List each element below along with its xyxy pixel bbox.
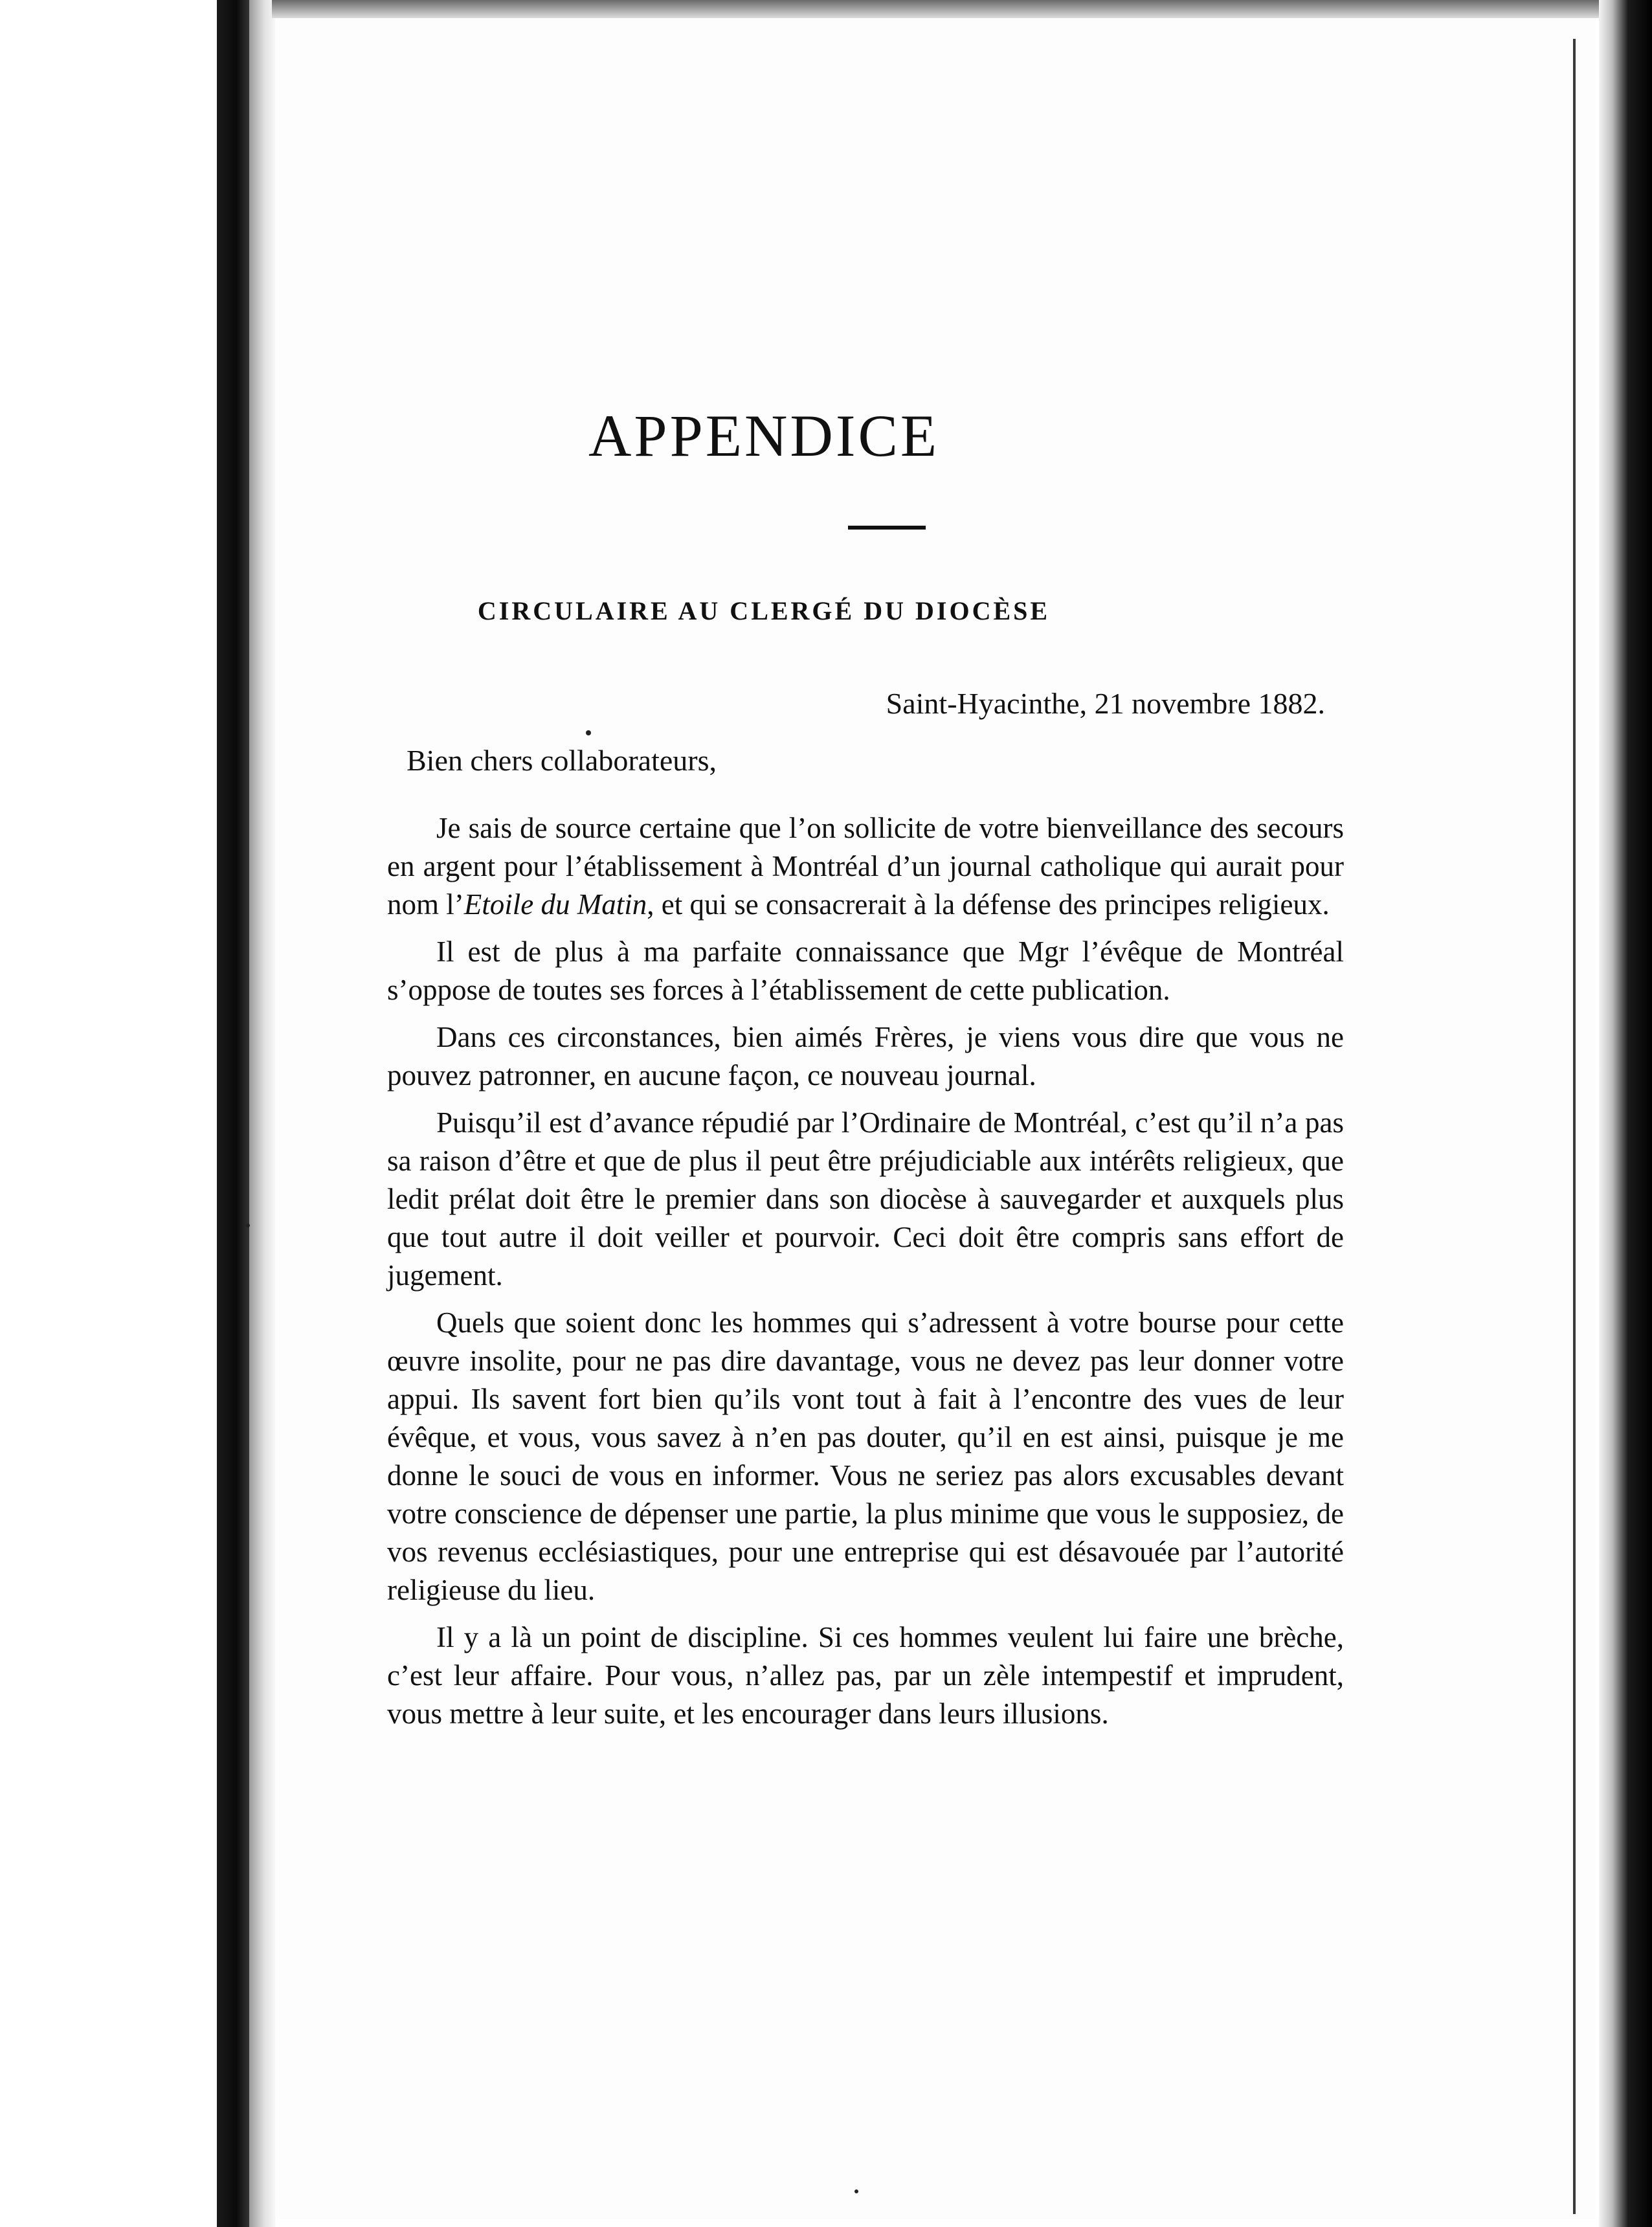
scan-margin-left [0, 0, 214, 2227]
letter-body [387, 809, 1344, 1733]
binding-shadow [249, 0, 275, 2227]
page-top-edge [272, 0, 1599, 18]
body-paragraph [387, 1618, 1344, 1733]
body-paragraph [387, 809, 1344, 924]
title-divider [848, 526, 926, 530]
paragraph-text: , et qui se consacrerait à la défense des principes religieux. [647, 888, 1330, 921]
paragraph-text: Dans ces circonstances, bien aimés Frères, je viens vous dire que vous ne pouvez patronner, en aucune façon, ce nouveau journal. [387, 1021, 1344, 1091]
page-right-edge-line [1573, 39, 1576, 2214]
body-paragraph [387, 1304, 1344, 1609]
paragraph-text: Quels que soient donc les hommes qui s’adressent à votre bourse pour cette œuvre insolite, pour ne pas dire davantage, vous ne devez pas leur donner votre appui. Ils savent fort bien qu’ils vont tout à fait à l’encontre des vues de leur évêque, et vous, vous savez à n’en pas douter, qu’il en est ainsi, puisque je me donne le souci de vous en informer. Vous ne seriez pas alors excusables devant votre conscience de dépenser une partie, la plus minime que vous le supposiez, de vos revenus ecclésiastiques, pour une entreprise qui est désavouée par l’autorité religieuse du lieu. [387, 1306, 1344, 1606]
paragraph-text: Je sais de source certaine que l’on sollicite de votre bienveillance des secours en argent pour l’établissement à Montréal d’un journal catholique qui aurait pour nom l’ [387, 812, 1344, 921]
scan-right-edge [1599, 0, 1652, 2227]
dateline: Saint-Hyacinthe, 21 novembre 1882. [886, 687, 1325, 720]
page-title: APPENDICE [588, 403, 940, 469]
body-paragraph [387, 1104, 1344, 1295]
body-paragraph [387, 1018, 1344, 1095]
book-binding-gutter [217, 0, 249, 2227]
scan-speck [586, 730, 591, 735]
paragraph-text: Il est de plus à ma parfaite connaissance que Mgr l’évêque de Montréal s’oppose de toutes ses forces à l’établissement de cette publication. [387, 935, 1344, 1006]
scan-speck [246, 1224, 250, 1227]
paragraph-text: Il y a là un point de discipline. Si ces hommes veulent lui faire une brèche, c’est leur affaire. Pour vous, n’allez pas, par un zèle intempestif et imprudent, vous mettre à leur suite, et les encourager dans leurs illusions. [387, 1621, 1344, 1730]
salutation: Bien chers collaborateurs, [407, 744, 717, 777]
body-paragraph [387, 933, 1344, 1009]
italic-title-text: Etoile du Matin [463, 888, 647, 921]
scan-speck [854, 2189, 858, 2193]
page-subtitle: CIRCULAIRE AU CLERGÉ DU DIOCÈSE [477, 596, 1051, 625]
paragraph-text: Puisqu’il est d’avance répudié par l’Ordinaire de Montréal, c’est qu’il n’a pas sa raison d’être et que de plus il peut être préjudiciable aux intérêts religieux, que ledit prélat doit être le premier dans son diocèse à sauvegarder et auxquels plus que tout autre il doit veiller et pourvoir. Ceci doit être compris sans effort de jugement. [387, 1106, 1344, 1292]
